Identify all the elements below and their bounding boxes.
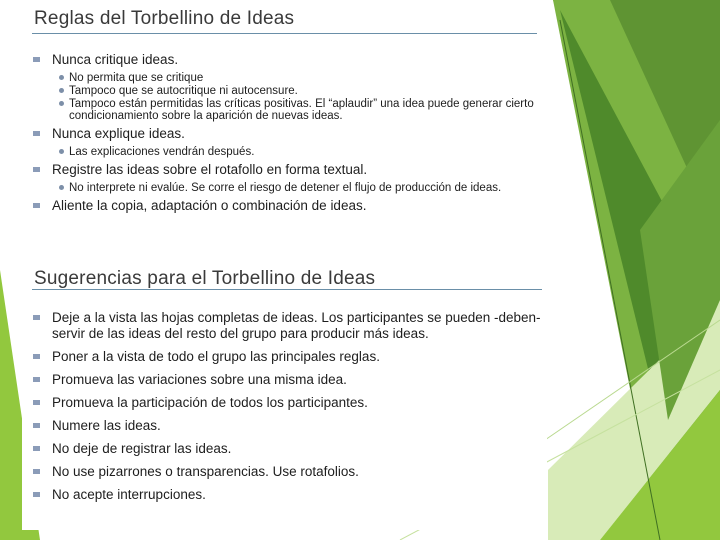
round-bullet-icon [59,75,64,80]
item-text: Promueva la participación de todos los participantes. [52,395,368,410]
item-text: Promueva las variaciones sobre una misma idea. [52,372,347,387]
item-text: No deje de registrar las ideas. [52,441,232,456]
square-bullet-icon [33,315,40,320]
item-text: Poner a la vista de todo el grupo las principales reglas. [52,349,380,364]
suggestions-title: Sugerencias para el Torbellino de Ideas [34,268,376,289]
square-bullet-icon [33,57,40,62]
item-text: Tampoco que se autocritique ni autocensure. [69,85,298,97]
suggestion-item [22,310,542,342]
item-text: No use pizarrones o transparencias. Use rotafolios. [52,464,359,479]
item-text: Deje a la vista las hojas completas de ideas. Los participantes se pueden -deben- servir de las ideas del resto del grupo para producir más ideas. [52,310,541,341]
suggestions-list [22,310,542,503]
round-bullet-icon [59,88,64,93]
suggestion-item [22,441,542,457]
round-bullet-icon [59,185,64,190]
rule-item [22,126,537,142]
item-text: No interprete ni evalúe. Se corre el riesgo de detener el flujo de producción de ideas. [69,182,502,194]
square-bullet-icon [33,400,40,405]
rules-list [22,52,537,214]
suggestion-item [22,464,542,480]
suggestion-item [22,487,542,503]
square-bullet-icon [33,203,40,208]
item-text: Aliente la copia, adaptación o combinación de ideas. [52,198,367,213]
item-text: Registre las ideas sobre el rotafollo en forma textual. [52,162,368,177]
square-bullet-icon [33,377,40,382]
suggestion-item [22,418,542,434]
square-bullet-icon [33,131,40,136]
suggestions-panel [22,262,547,530]
square-bullet-icon [33,469,40,474]
item-text: Las explicaciones vendrán después. [69,146,255,158]
suggestion-item [22,372,542,388]
item-text: Nunca explique ideas. [52,126,185,141]
suggestion-item [22,349,542,365]
rules-panel [22,0,544,268]
item-text: No permita que se critique [69,72,204,84]
item-text: No acepte interrupciones. [52,487,206,502]
item-text: Tampoco están permitidas las críticas positivas. El “aplaudir” una idea puede generar cierto condicionamiento sobre la aparición de nuevas ideas. [69,98,534,122]
title-underline [32,33,537,34]
rule-subitem [22,85,537,97]
square-bullet-icon [33,354,40,359]
rule-item [22,162,537,178]
item-text: Numere las ideas. [52,418,161,433]
rules-title: Reglas del Torbellino de Ideas [34,8,295,29]
rule-item [22,198,537,214]
square-bullet-icon [33,446,40,451]
rule-subitem [22,146,537,158]
rule-subitem [22,72,537,84]
rule-subitem [22,98,537,122]
round-bullet-icon [59,101,64,106]
title-underline [32,289,542,290]
item-text: Nunca critique ideas. [52,52,179,67]
suggestion-item [22,395,542,411]
rule-item [22,52,537,68]
round-bullet-icon [59,149,64,154]
square-bullet-icon [33,167,40,172]
square-bullet-icon [33,423,40,428]
square-bullet-icon [33,492,40,497]
rule-subitem [22,182,537,194]
